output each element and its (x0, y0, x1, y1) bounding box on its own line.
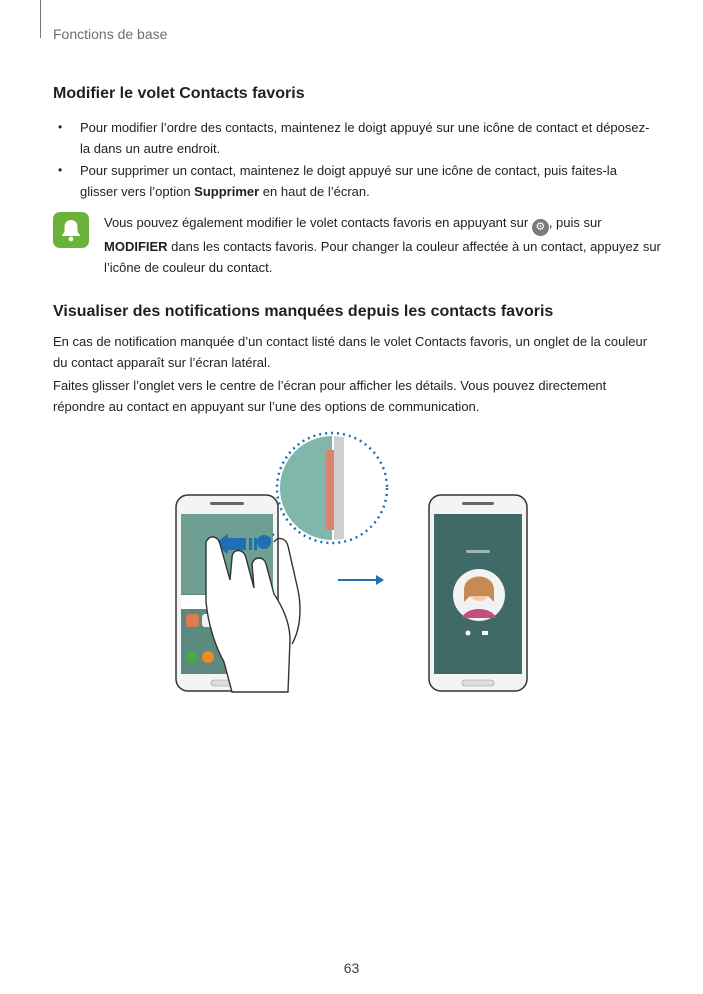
bullet-dot: • (58, 120, 63, 134)
bullet-text-after: en haut de l’écran. (259, 184, 370, 199)
gear-icon: ⚙ (532, 219, 549, 236)
list-item (53, 117, 653, 159)
phone-right-illustration (429, 495, 527, 691)
bullet-bold-term: Supprimer (194, 184, 260, 199)
bullet-text: Pour modifier l’ordre des contacts, maintenez le doigt appuyé sur une icône de contact et déposez-la dans un autre endroit. (80, 120, 650, 156)
paragraph: Faites glisser l’onglet vers le centre de l’écran pour afficher les détails. Vous pouvez directement répondre au contact en appuyant sur l’une des options de communication. (53, 378, 607, 414)
section-title-modifier: Modifier le volet Contacts favoris (53, 85, 305, 102)
note-bold-term: MODIFIER (104, 239, 168, 254)
page-number: 63 (343, 960, 360, 976)
bullet-text-before: Pour supprimer un contact, maintenez le doigt appuyé sur une icône de contact, puis faites-la glisser vers l’option (80, 163, 617, 199)
note-part3: dans les contacts favoris. Pour changer la couleur affectée à un contact, appuyez sur l’icône de couleur du contact. (104, 239, 661, 275)
note-text (104, 212, 664, 278)
bullet-dot: • (58, 163, 63, 177)
margin-rule (40, 0, 41, 38)
zoom-bubble-illustration (266, 430, 394, 550)
list-item (53, 160, 653, 202)
bullet-list (53, 117, 653, 203)
bell-icon (53, 212, 89, 248)
note-part1: Vous pouvez également modifier le volet contacts favoris en appuyant sur (104, 215, 532, 230)
phone-left-illustration (176, 495, 300, 692)
illustration (170, 430, 540, 700)
running-header: Fonctions de base (53, 26, 168, 42)
paragraph: En cas de notification manquée d’un contact listé dans le volet Contacts favoris, un onglet de la couleur du contact apparaît sur l’écran latéral. (53, 334, 648, 370)
section-title-visualiser: Visualiser des notifications manquées depuis les contacts favoris (53, 303, 554, 320)
note-part2: , puis sur (548, 215, 602, 230)
